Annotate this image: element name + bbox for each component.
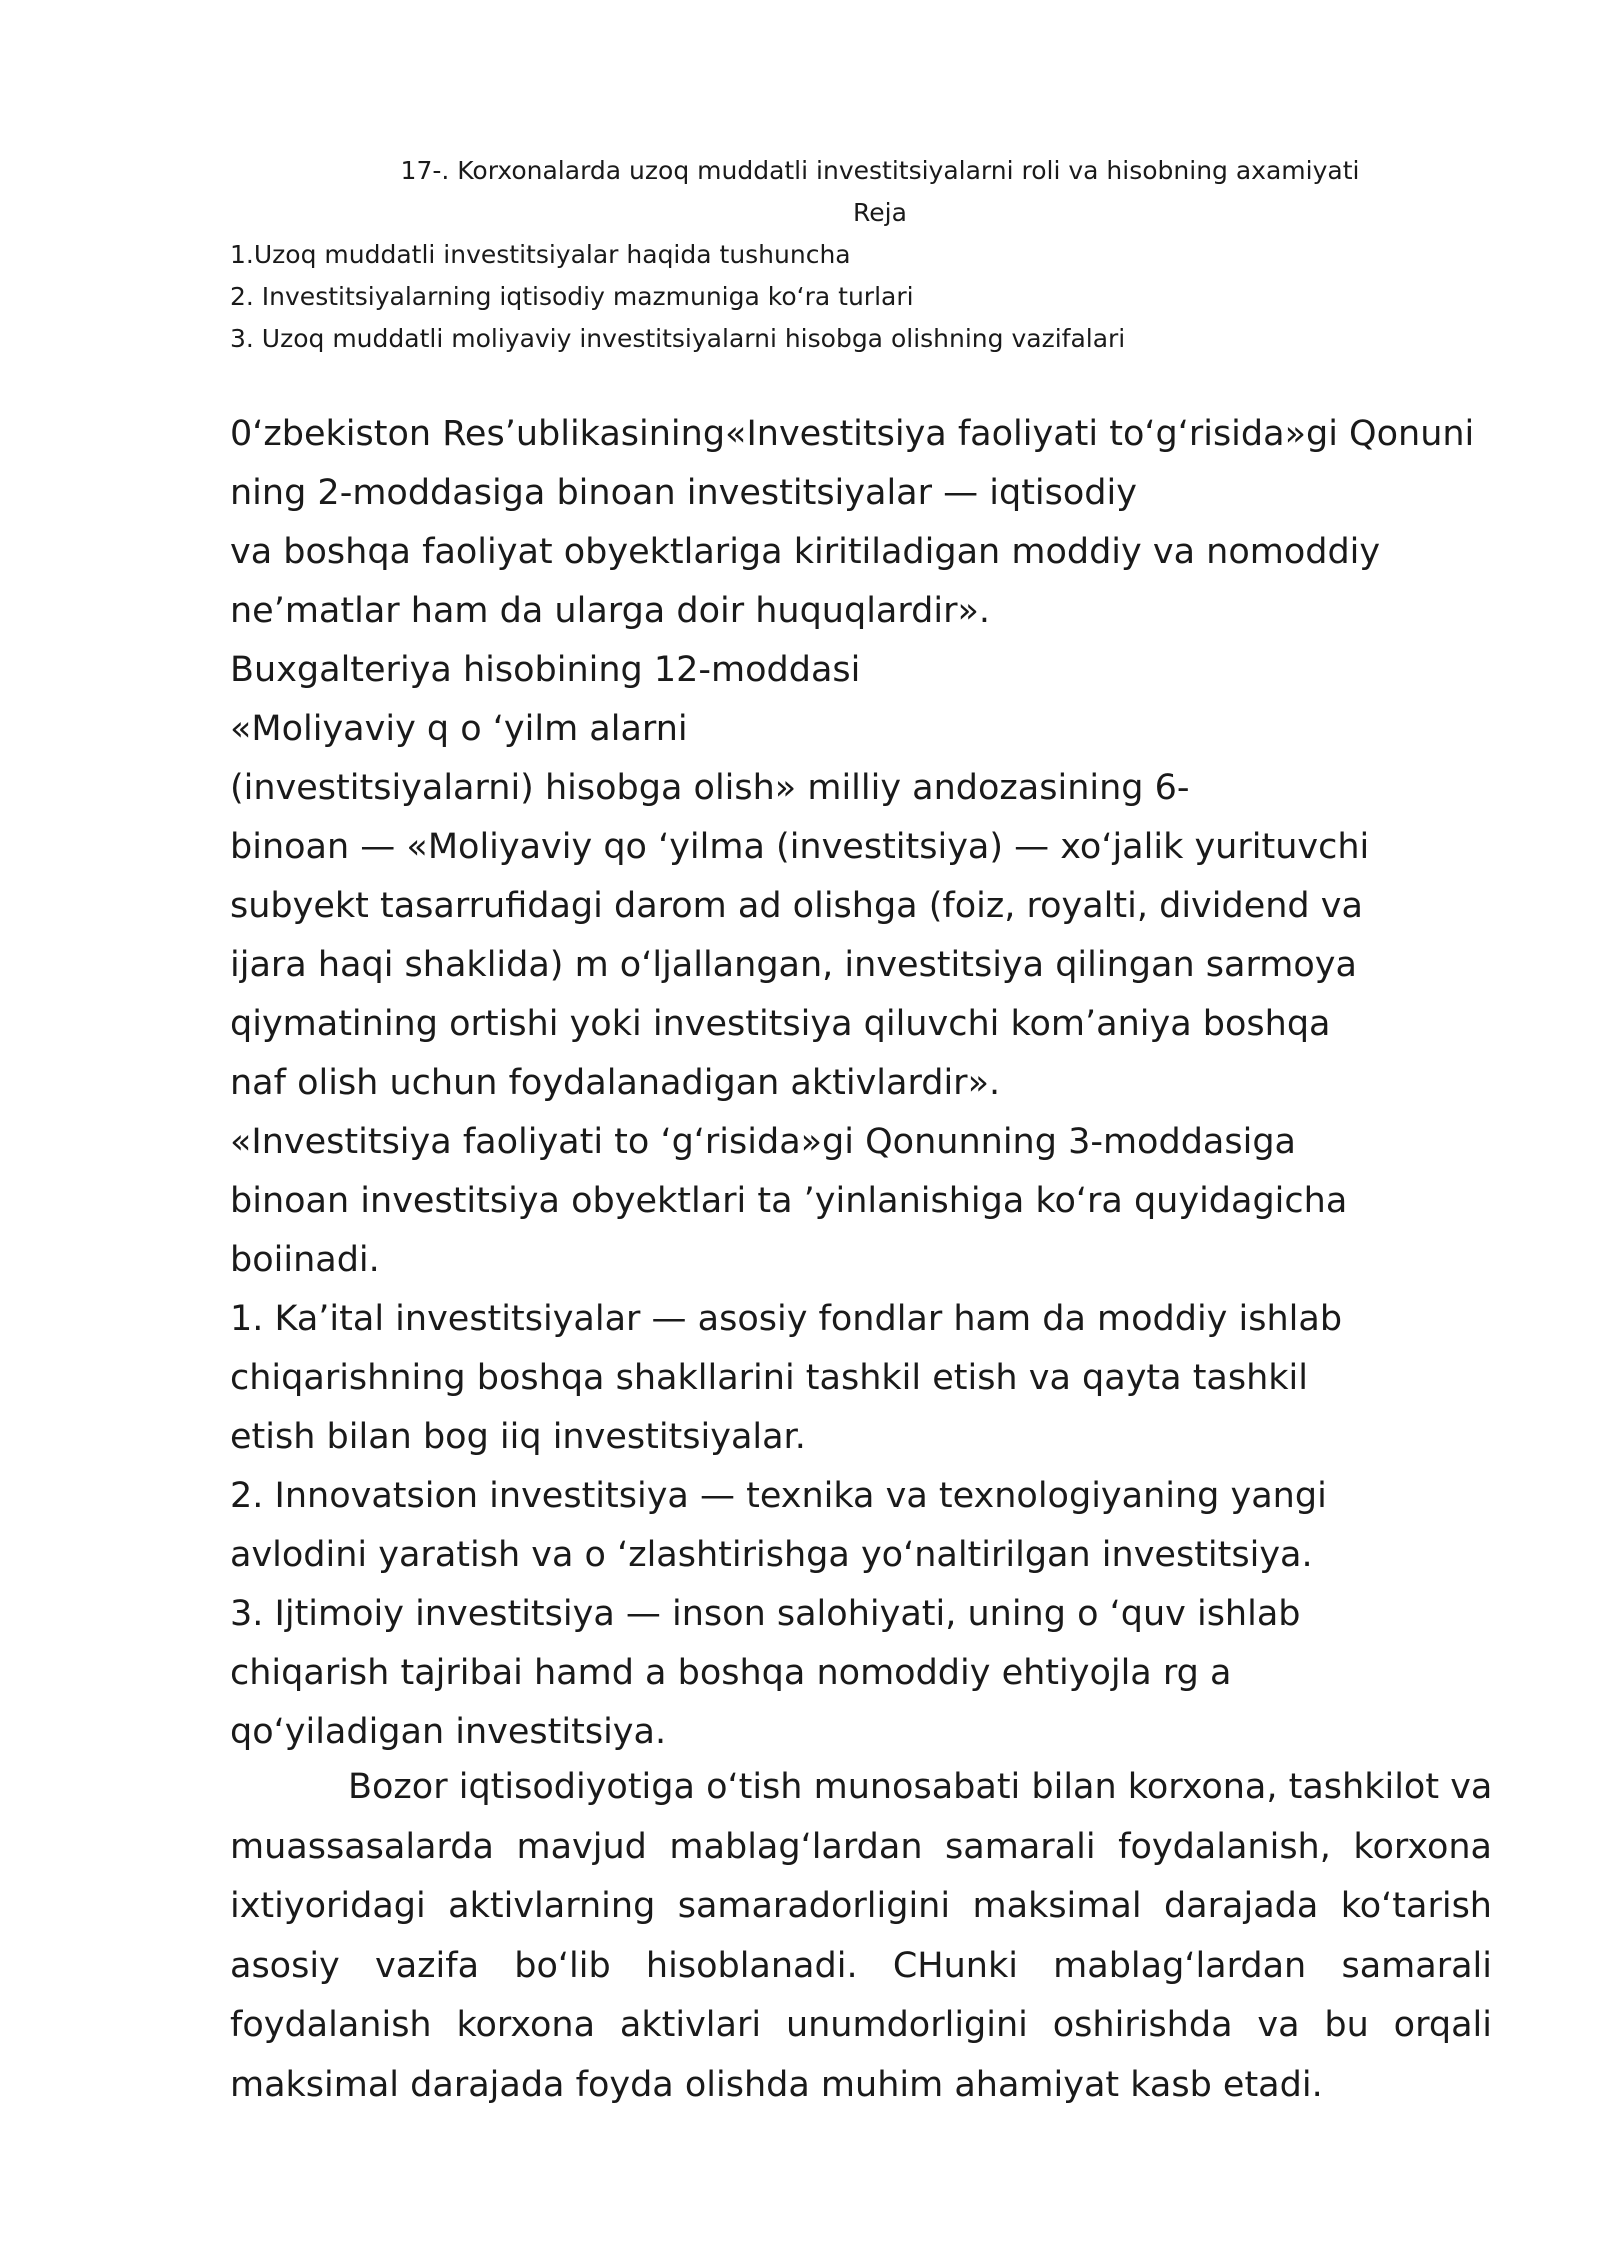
text-line: qiymatining ortishi yoki investitsiya qiluvchi kom’aniya boshqa (230, 1004, 1331, 1044)
text-line: «Investitsiya faoliyati to ‘g‘risida»gi Qonunning 3-moddasiga (230, 1122, 1296, 1162)
paragraph-line: Bozor iqtisodiyotiga o‘tish munosabati bilan korxona, tashkilot va (348, 1767, 1493, 1807)
paragraph-line: ixtiyoridagi aktivlarning samaradorligini maksimal darajada ko‘tarish (230, 1886, 1492, 1926)
paragraph-line: foydalanish korxona aktivlari unumdorligini oshirishda va bu orqali (230, 2005, 1492, 2045)
text-line: chiqarish tajribai hamd a boshqa nomoddiy ehtiyojla rg a (230, 1653, 1232, 1693)
text-line: ijara haqi shaklida) m o‘ljallangan, investitsiya qilingan sarmoya (230, 945, 1357, 985)
text-line: etish bilan bog iiq investitsiyalar. (230, 1417, 806, 1457)
text-line: (investitsiyalarni) hisobga olish» milliy andozasining 6- (230, 768, 1190, 808)
text-line: boiinadi. (230, 1240, 380, 1280)
text-line: 0‘zbekiston Res’ublikasining«Investitsiya faoliyati to‘g‘risida»gi Qonuni (230, 414, 1475, 454)
text-line: 2. Innovatsion investitsiya — texnika va texnologiyaning yangi (230, 1476, 1327, 1516)
text-line: va boshqa faoliyat obyektlariga kiritiladigan moddiy va nomoddiy (230, 532, 1381, 572)
text-line: qo‘yiladigan investitsiya. (230, 1712, 667, 1752)
text-line: ning 2-moddasiga binoan investitsiyalar — iqtisodiy (230, 473, 1137, 513)
plan-item: 2. Investitsiyalarning iqtisodiy mazmuniga ko‘ra turlari (230, 282, 914, 311)
body-text (230, 405, 1500, 1762)
text-line: 1. Ka’ital investitsiyalar — asosiy fondlar ham da moddiy ishlab (230, 1299, 1343, 1339)
text-line: binoan — «Moliyaviy qo ‘yilma (investitsiya) — xo‘jalik yurituvchi (230, 827, 1370, 867)
closing-paragraph (230, 1758, 1492, 2115)
text-line: Buxgalteriya hisobining 12-moddasi (230, 650, 861, 690)
text-line: 3. Ijtimoiy investitsiya — inson salohiyati, uning o ‘quv ishlab (230, 1594, 1301, 1634)
document-header (230, 150, 1480, 360)
text-line: binoan investitsiya obyektlari ta ’yinlanishiga ko‘ra quyidagicha (230, 1181, 1348, 1221)
paragraph-line: muassasalarda mavjud mablag‘lardan samarali foydalanish, korxona (230, 1826, 1492, 1867)
paragraph-line: asosiy vazifa bo‘lib hisoblanadi. CHunki mablag‘lardan samarali (230, 1945, 1492, 1986)
plan-item: 3. Uzoq muddatli moliyaviy investitsiyalarni hisobga olishning vazifalari (230, 324, 1126, 353)
document-title: 17-. Korxonalarda uzoq muddatli investitsiyalarni roli va hisobning axamiyati (400, 156, 1360, 185)
text-line: chiqarishning boshqa shakllarini tashkil etish va qayta tashkil (230, 1358, 1309, 1398)
plan-heading: Reja (853, 198, 907, 227)
text-line: avlodini yaratish va o ‘zlashtirishga yo‘naltirilgan investitsiya. (230, 1535, 1313, 1575)
text-line: ne’matlar ham da ularga doir huquqlardir». (230, 591, 991, 631)
text-line: «Moliyaviy q o ‘yilm alarni (230, 709, 688, 749)
plan-item: 1.Uzoq muddatli investitsiyalar haqida tushuncha (230, 240, 851, 269)
text-line: naf olish uchun foydalanadigan aktivlardir». (230, 1063, 1001, 1103)
paragraph-line: maksimal darajada foyda olishda muhim ahamiyat kasb etadi. (230, 2064, 1323, 2105)
text-line: subyekt tasarrufidagi darom ad olishga (foiz, royalti, dividend va (230, 886, 1363, 926)
